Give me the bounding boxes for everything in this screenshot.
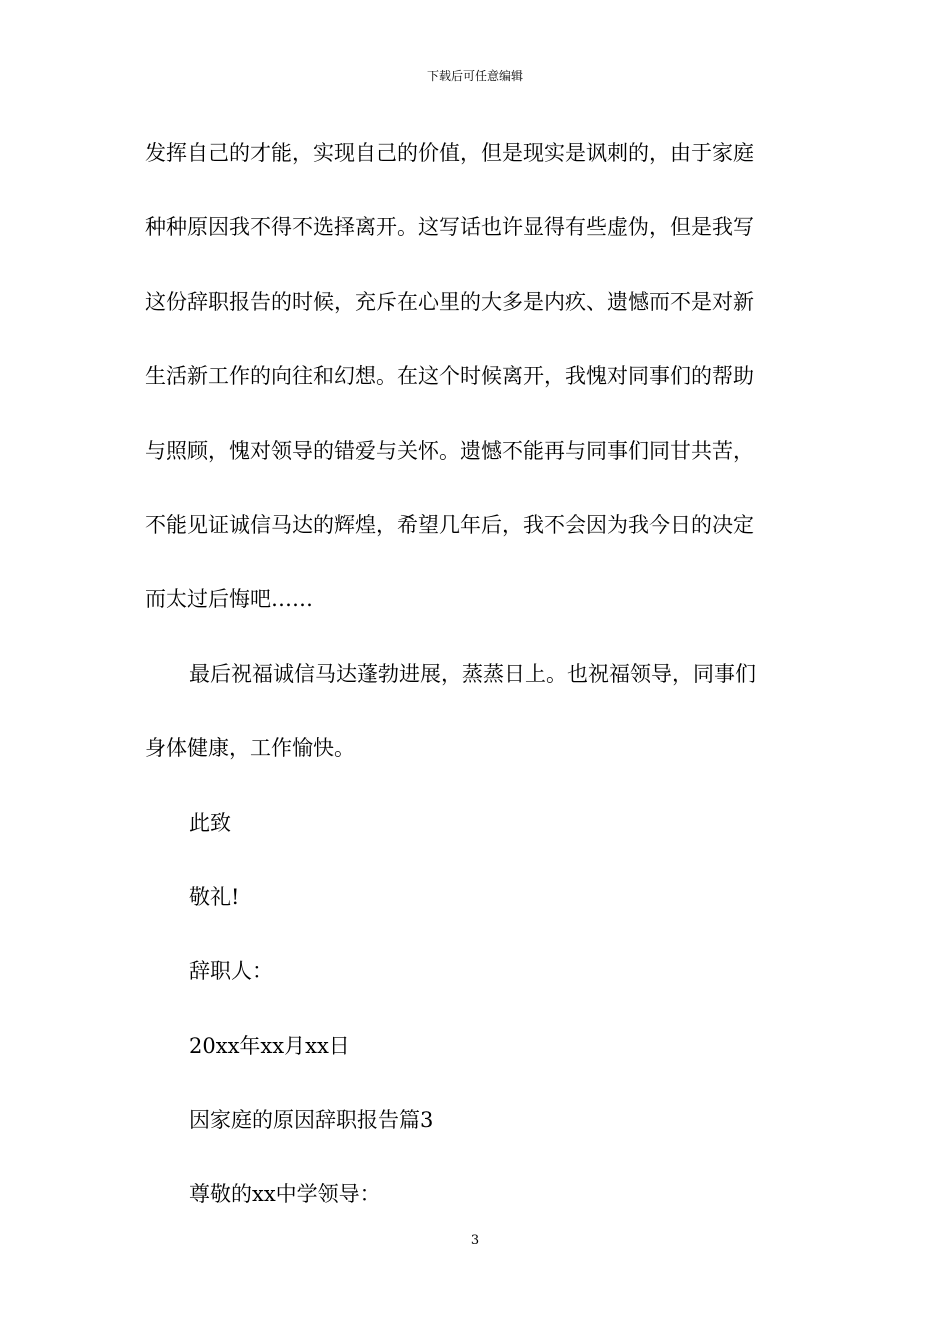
text-line: 而太过后悔吧…… <box>145 587 313 612</box>
text-line: 不能见证诚信马达的辉煌，希望几年后，我不会因为我今日的决定 <box>145 512 754 537</box>
page-header: 下载后可任意编辑 <box>426 69 523 83</box>
text-line: 这份辞职报告的时候，充斥在心里的大多是内疚、遗憾而不是对新 <box>145 289 754 314</box>
text-line: 最后祝福诚信马达蓬勃进展，蒸蒸日上。也祝福领导，同事们 <box>189 661 756 686</box>
section-title: 因家庭的原因辞职报告篇3 <box>189 1108 434 1133</box>
text-line: 与照顾，愧对领导的错爱与关怀。遗憾不能再与同事们同甘共苦， <box>145 438 754 463</box>
text-line: 种种原因我不得不选择离开。这写话也许显得有些虚伪，但是我写 <box>145 215 754 240</box>
text-line: 发挥自己的才能，实现自己的价值，但是现实是讽刺的，由于家庭 <box>145 141 754 165</box>
signature-date: 20xx年xx月xx日 <box>189 1033 350 1058</box>
closing-salutation: 此致 <box>189 810 231 835</box>
letter-greeting: 尊敬的xx中学领导： <box>189 1182 381 1207</box>
signer-label: 辞职人： <box>189 959 273 984</box>
text-line: 生活新工作的向往和幻想。在这个时候离开，我愧对同事们的帮助 <box>145 364 754 389</box>
text-line: 身体健康，工作愉快。 <box>145 736 355 761</box>
closing-regards: 敬礼! <box>189 884 240 909</box>
document-body <box>145 130 810 1246</box>
page-number: 3 <box>470 1233 480 1248</box>
